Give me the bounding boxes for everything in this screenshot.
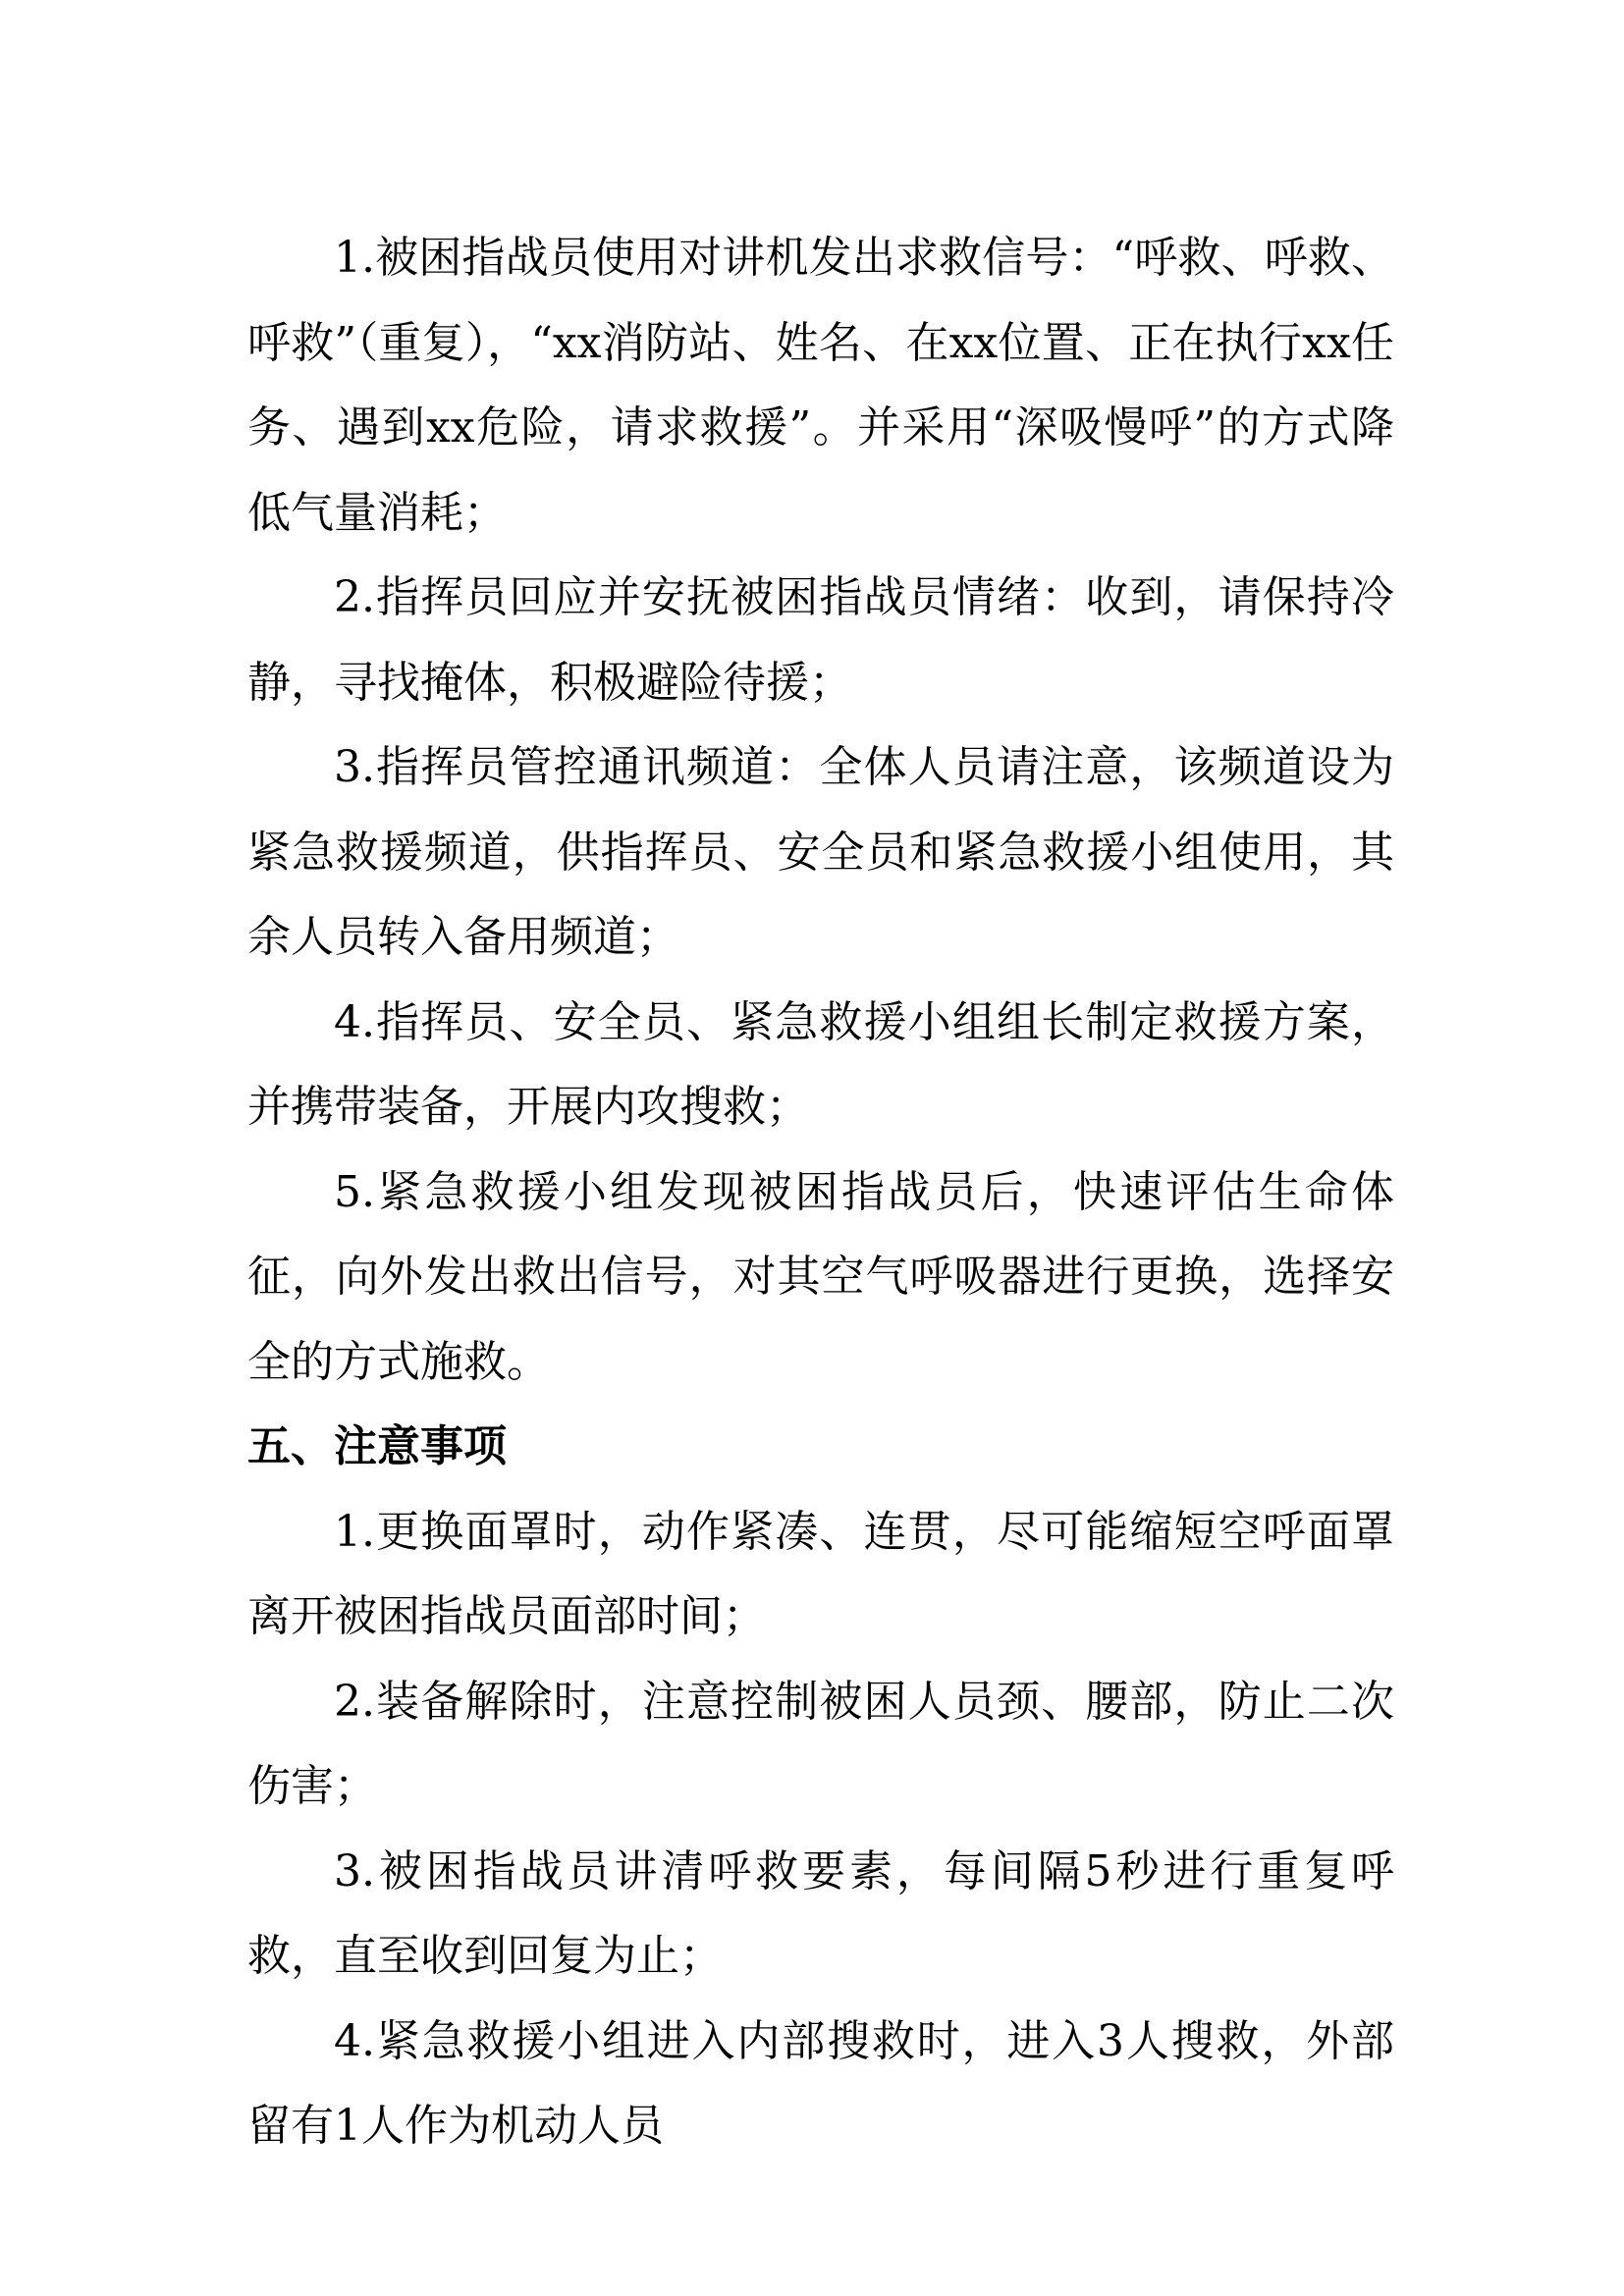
rescue-step-1: 1.被困指战员使用对讲机发出求救信号：“呼救、呼救、呼救”（重复），“xx消防站、姓名、在xx位置、正在执行xx任务、遇到xx危险，请求救援”。并采用“深吸慢呼”的方式降低气量消耗；: [247, 233, 1394, 538]
rescue-step-2: 2.指挥员回应并安抚被困指战员情绪：收到，请保持冷静，寻找掩体，积极避险待援；: [247, 572, 1394, 708]
section-five-heading: 五、注意事项: [247, 1421, 507, 1471]
rescue-step-5: 5.紧急救援小组发现被困指战员后，快速评估生命体征，向外发出救出信号，对其空气呼吸器进行更换，选择安全的方式施救。: [247, 1166, 1394, 1387]
precaution-item-4: 4.紧急救援小组进入内部搜救时，进入3人搜救，外部留有1人作为机动人员: [247, 2015, 1394, 2151]
rescue-step-3: 3.指挥员管控通讯频道：全体人员请注意，该频道设为紧急救援频道，供指挥员、安全员和紧急救援小组使用，其余人员转入备用频道；: [247, 742, 1394, 962]
rescue-step-4: 4.指挥员、安全员、紧急救援小组组长制定救援方案，并携带装备，开展内攻搜救；: [247, 996, 1394, 1132]
document-body: [247, 216, 1394, 2169]
precaution-item-2: 2.装备解除时，注意控制被困人员颈、腰部，防止二次伤害；: [247, 1676, 1394, 1811]
precaution-item-3: 3.被困指战员讲清呼救要素，每间隔5秒进行重复呼救，直至收到回复为止；: [247, 1845, 1394, 1981]
precaution-item-1: 1.更换面罩时，动作紧凑、连贯，尽可能缩短空呼面罩离开被困指战员面部时间；: [247, 1506, 1394, 1641]
